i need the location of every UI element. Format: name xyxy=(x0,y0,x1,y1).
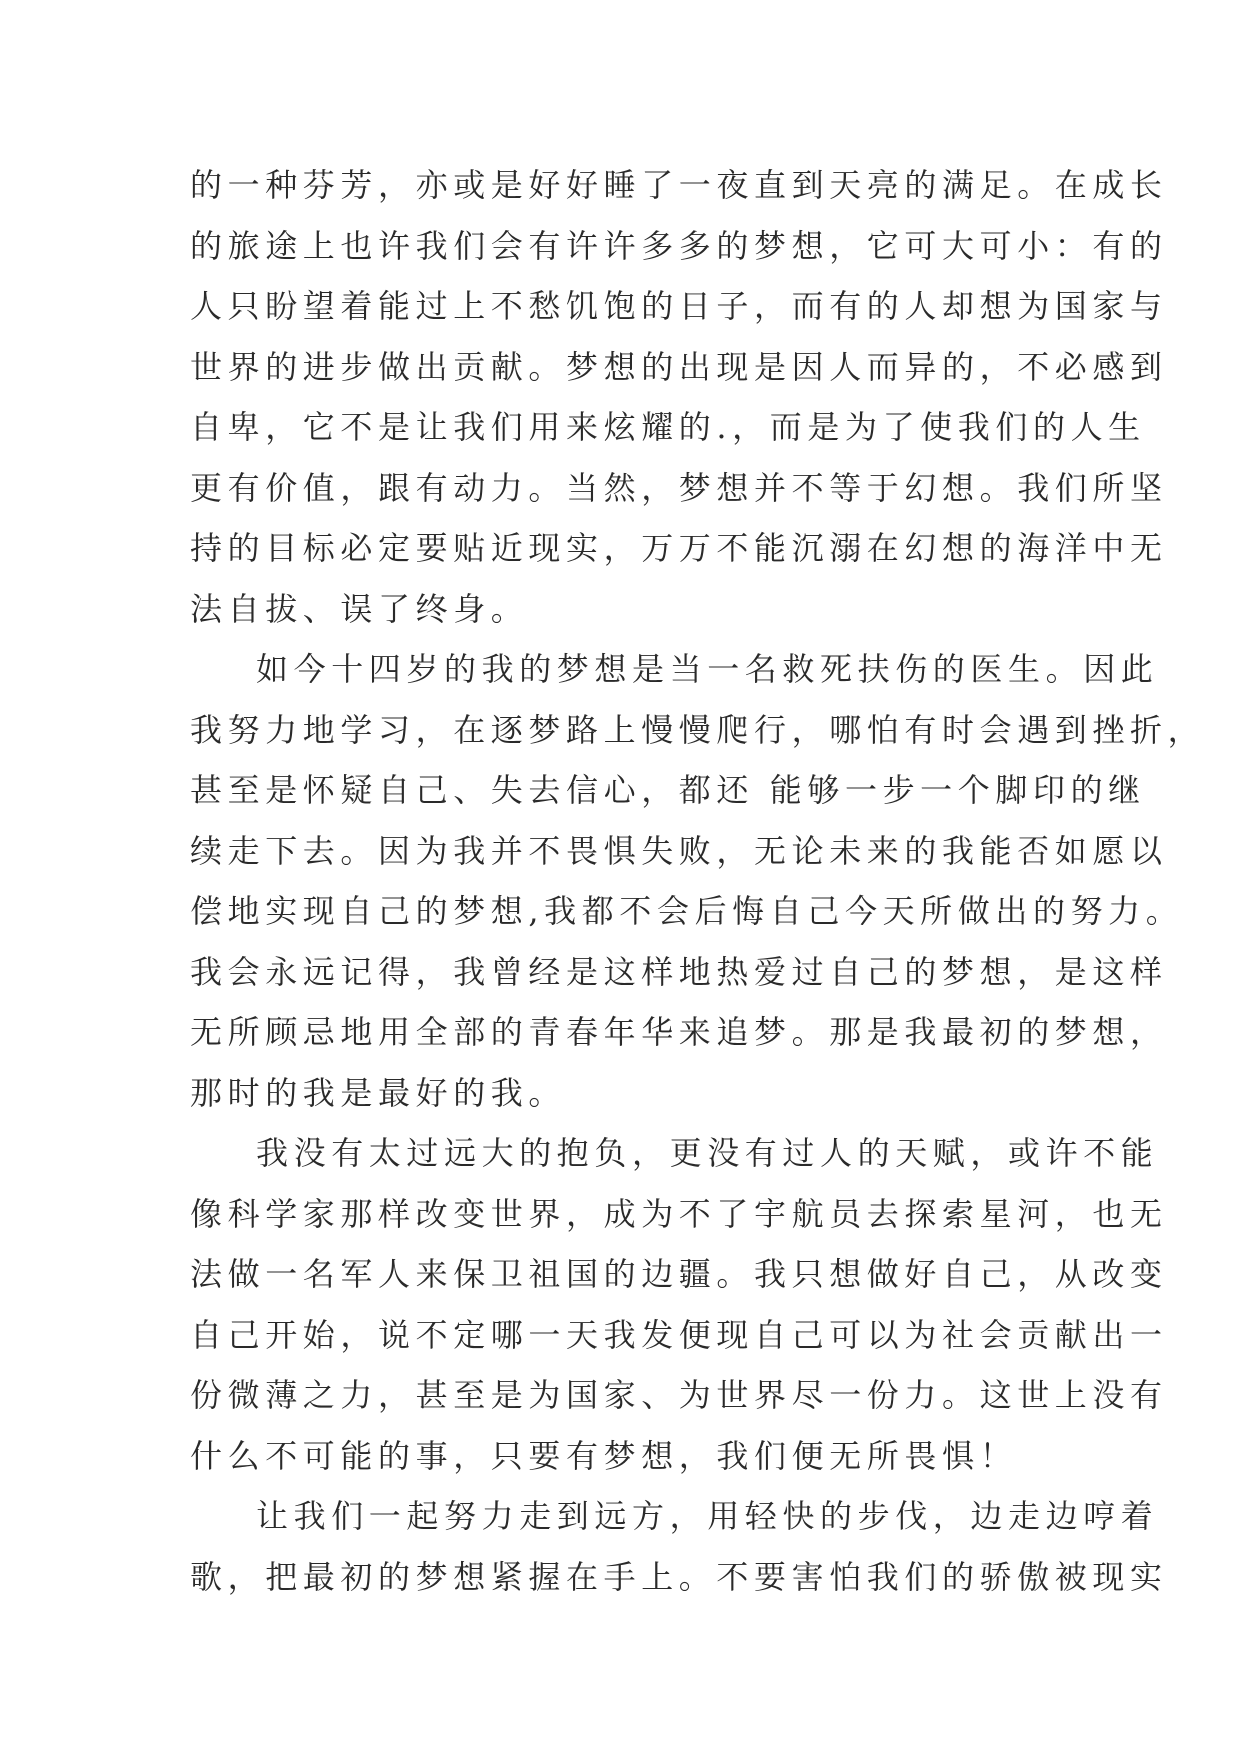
text-line: 持的目标必定要贴近现实，万万不能沉溺在幻想的海洋中无 xyxy=(190,529,1168,567)
text-line: 更有价值，跟有动力。当然，梦想并不等于幻想。我们所坚 xyxy=(190,468,1168,507)
text-line: 的旅途上也许我们会有许许多多的梦想，它可大可小：有的 xyxy=(190,226,1168,265)
paragraph-start-line: 我没有太过远大的抱负，更没有过人的天赋，或许不能 xyxy=(256,1134,1159,1172)
text-line: 那时的我是最好的我。 xyxy=(190,1073,567,1112)
text-line: 偿地实现自己的梦想,我都不会后悔自己今天所做出的努力。 xyxy=(190,892,1184,930)
text-line: 的一种芬芳，亦或是好好睡了一夜直到天亮的满足。在成长 xyxy=(190,166,1168,204)
paragraph-start-line: 让我们一起努力走到远方，用轻快的步伐，边走边哼着 xyxy=(256,1497,1159,1535)
text-line: 法做一名军人来保卫祖国的边疆。我只想做好自己，从改变 xyxy=(190,1255,1168,1293)
text-line: 法自拔、误了终身。 xyxy=(190,589,529,628)
text-line: 份微薄之力，甚至是为国家、为世界尽一份力。这世上没有 xyxy=(190,1376,1168,1414)
text-line: 续走下去。因为我并不畏惧失败，无论未来的我能否如愿以 xyxy=(190,831,1168,870)
text-line: 自卑，它不是让我们用来炫耀的.，而是为了使我们的人生 xyxy=(190,408,1146,446)
text-line: 什么不可能的事，只要有梦想，我们便无所畏惧！ xyxy=(190,1436,1018,1475)
text-line: 我会永远记得，我曾经是这样地热爱过自己的梦想，是这样 xyxy=(190,952,1168,991)
text-line: 无所顾忌地用全部的青春年华来追梦。那是我最初的梦想， xyxy=(190,1013,1168,1051)
text-line: 我努力地学习，在逐梦路上慢慢爬行，哪怕有时会遇到挫折， xyxy=(190,710,1206,749)
text-line: 自己开始，说不定哪一天我发便现自己可以为社会贡献出一 xyxy=(190,1315,1168,1354)
text-line: 歌，把最初的梦想紧握在手上。不要害怕我们的骄傲被现实 xyxy=(190,1557,1168,1596)
text-line: 世界的进步做出贡献。梦想的出现是因人而异的，不必感到 xyxy=(190,347,1168,386)
text-line: 甚至是怀疑自己、失去信心，都还 能够一步一个脚印的继 xyxy=(190,771,1146,809)
text-line: 像科学家那样改变世界，成为不了宇航员去探索星河，也无 xyxy=(190,1194,1168,1233)
paragraph-start-line: 如今十四岁的我的梦想是当一名救死扶伤的医生。因此 xyxy=(256,650,1159,688)
essay-body xyxy=(190,155,1206,1607)
text-line: 人只盼望着能过上不愁饥饱的日子，而有的人却想为国家与 xyxy=(190,287,1168,325)
